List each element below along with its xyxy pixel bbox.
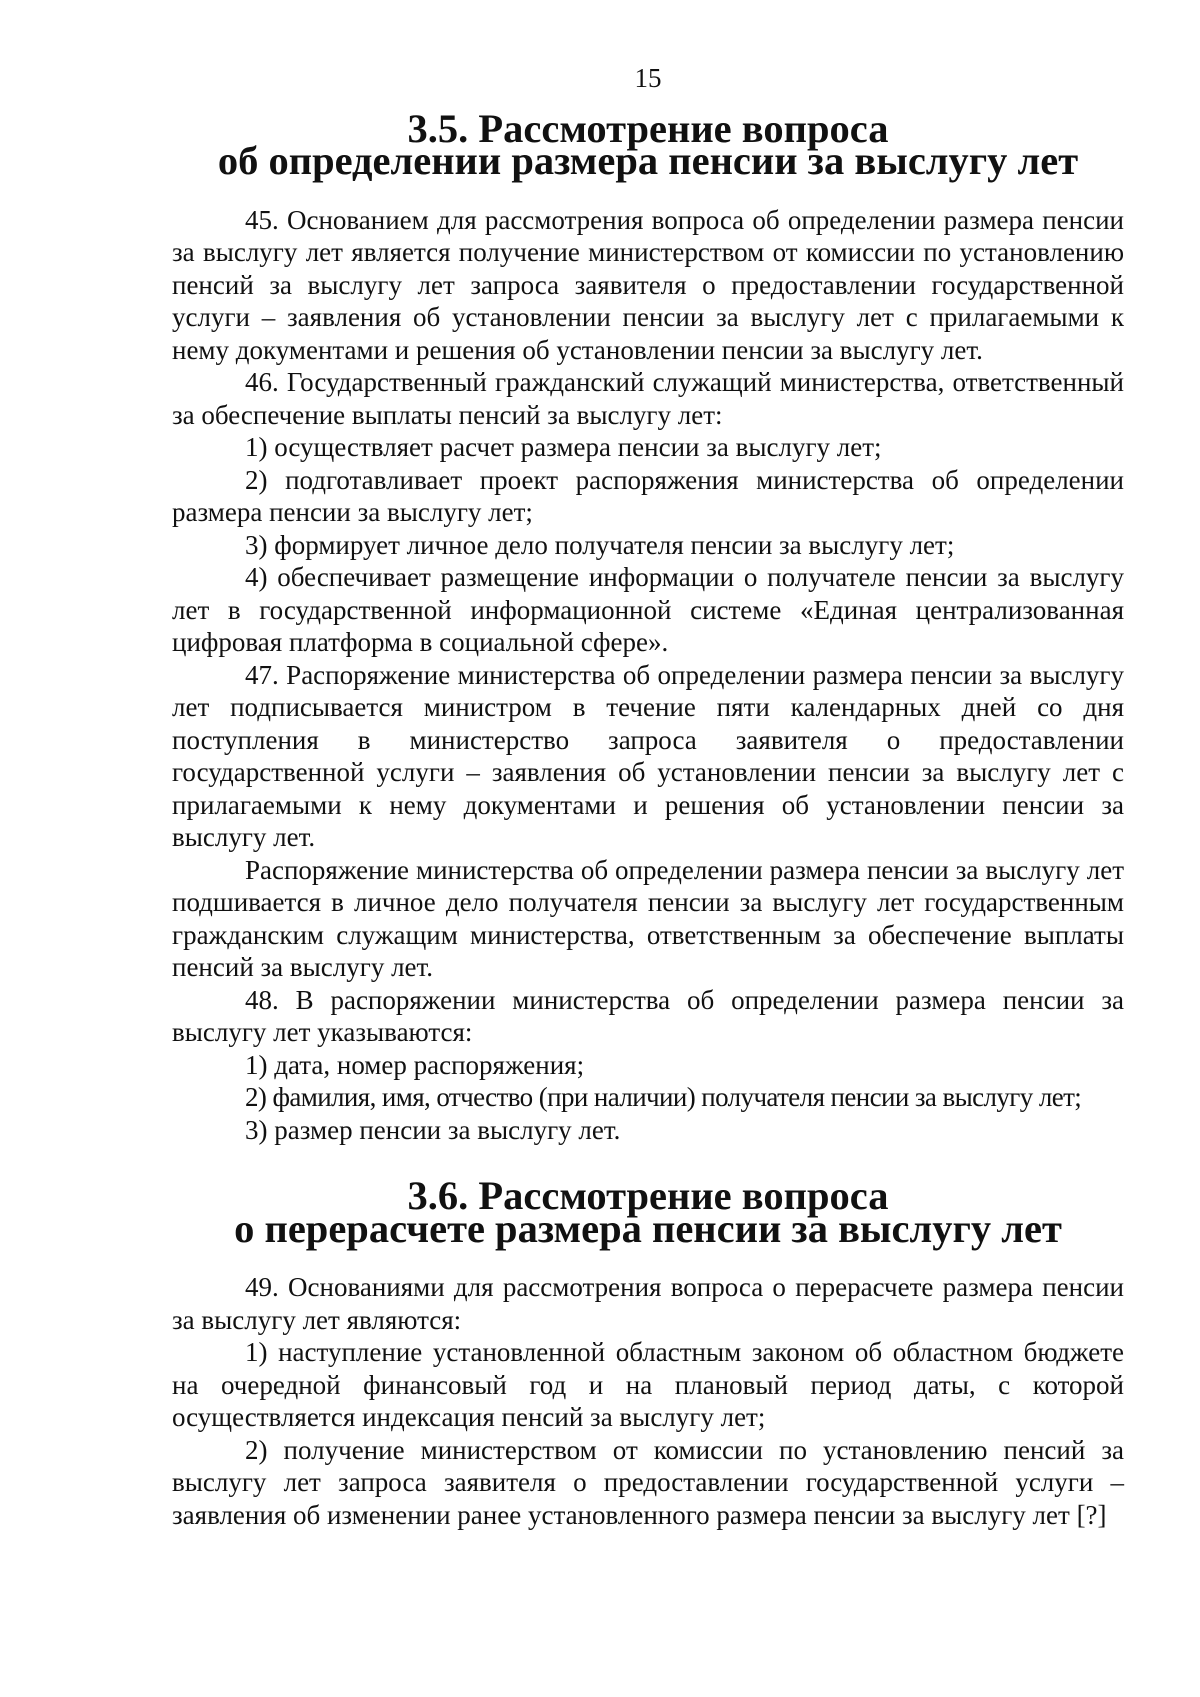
section-3-6-title-line-1: 3.6. Рассмотрение вопроса: [407, 1173, 889, 1218]
paragraph-48-item-1: 1) дата, номер распоряжения;: [245, 1049, 585, 1080]
section-3-6-heading: [172, 1173, 1124, 1251]
paragraph-49-item-1: 1) наступление установленной областным законом об областном бюджете на очередной финансовый год и на плановый период даты, с которой осуществляется индексация пенсий за выслугу лет;: [172, 1337, 1124, 1432]
paragraph-49-item-2: 2) получение министерством от комиссии по установлению пенсий за выслугу лет запроса заявителя о предоставлении государственной услуги – заявления об изменении ранее установленного размера пенсии за выслугу лет [?]: [172, 1434, 1124, 1530]
paragraph-46-item-3: 3) формирует личное дело получателя пенсии за выслугу лет;: [245, 529, 955, 560]
paragraph-46: 46. Государственный гражданский служащий министерства, ответственный за обеспечение выплаты пенсий за выслугу лет:: [172, 367, 1124, 430]
section-3-6-body: [172, 1271, 1124, 1531]
section-3-5-body: [172, 204, 1124, 1147]
section-3-6-title-line-2: о перерасчете размера пенсии за выслугу лет: [234, 1205, 1062, 1251]
paragraph-45: 45. Основанием для рассмотрения вопроса об определении размера пенсии за выслугу лет является получение министерством от комиссии по установлению пенсий за выслугу лет запроса заявителя о предоставлении государственной услуги – заявления об установлении пенсии за выслугу лет с прилагаемыми к нему документами и решения об установлении пенсии за выслугу лет.: [172, 204, 1124, 365]
paragraph-48-item-2: 2) фамилия, имя, отчество (при наличии) получателя пенсии за выслугу лет;: [245, 1082, 1082, 1112]
paragraph-46-item-4: 4) обеспечивает размещение информации о получателе пенсии за выслугу лет в государственной информационной системе «Единая централизованная цифровая платформа в социальной сфере».: [172, 562, 1124, 657]
section-3-5-title-line-1: 3.5. Рассмотрение вопроса: [407, 105, 889, 151]
paragraph-48-item-3: 3) размер пенсии за выслугу лет.: [245, 1114, 621, 1145]
paragraph-48: 48. В распоряжении министерства об определении размера пенсии за выслугу лет указываются:: [172, 984, 1124, 1047]
document-page: [172, 62, 1124, 1531]
paragraph-47: 47. Распоряжение министерства об определении размера пенсии за выслугу лет подписывается министром в течение пяти календарных дней со дня поступления в министерство запроса заявителя о предоставлении государственной услуги – заявления об установлении пенсии за выслугу лет с прилагаемыми к нему документами и решения об установлении пенсии за выслугу лет.: [172, 659, 1124, 852]
paragraph-47-continuation: Распоряжение министерства об определении размера пенсии за выслугу лет подшивается в личное дело получателя пенсии за выслугу лет государственным гражданским служащим министерства, ответственным за обеспечение выплаты пенсий за выслугу лет.: [172, 854, 1124, 982]
section-3-5-heading: [172, 105, 1124, 183]
page-number: 15: [634, 63, 662, 93]
section-3-5-title-line-2: об определении размера пенсии за выслугу лет: [217, 138, 1079, 183]
paragraph-49: 49. Основаниями для рассмотрения вопроса о перерасчете размера пенсии за выслугу лет являются:: [172, 1272, 1124, 1335]
paragraph-46-item-1: 1) осуществляет расчет размера пенсии за выслугу лет;: [245, 432, 882, 462]
paragraph-46-item-2: 2) подготавливает проект распоряжения министерства об определении размера пенсии за выслугу лет;: [172, 464, 1124, 527]
